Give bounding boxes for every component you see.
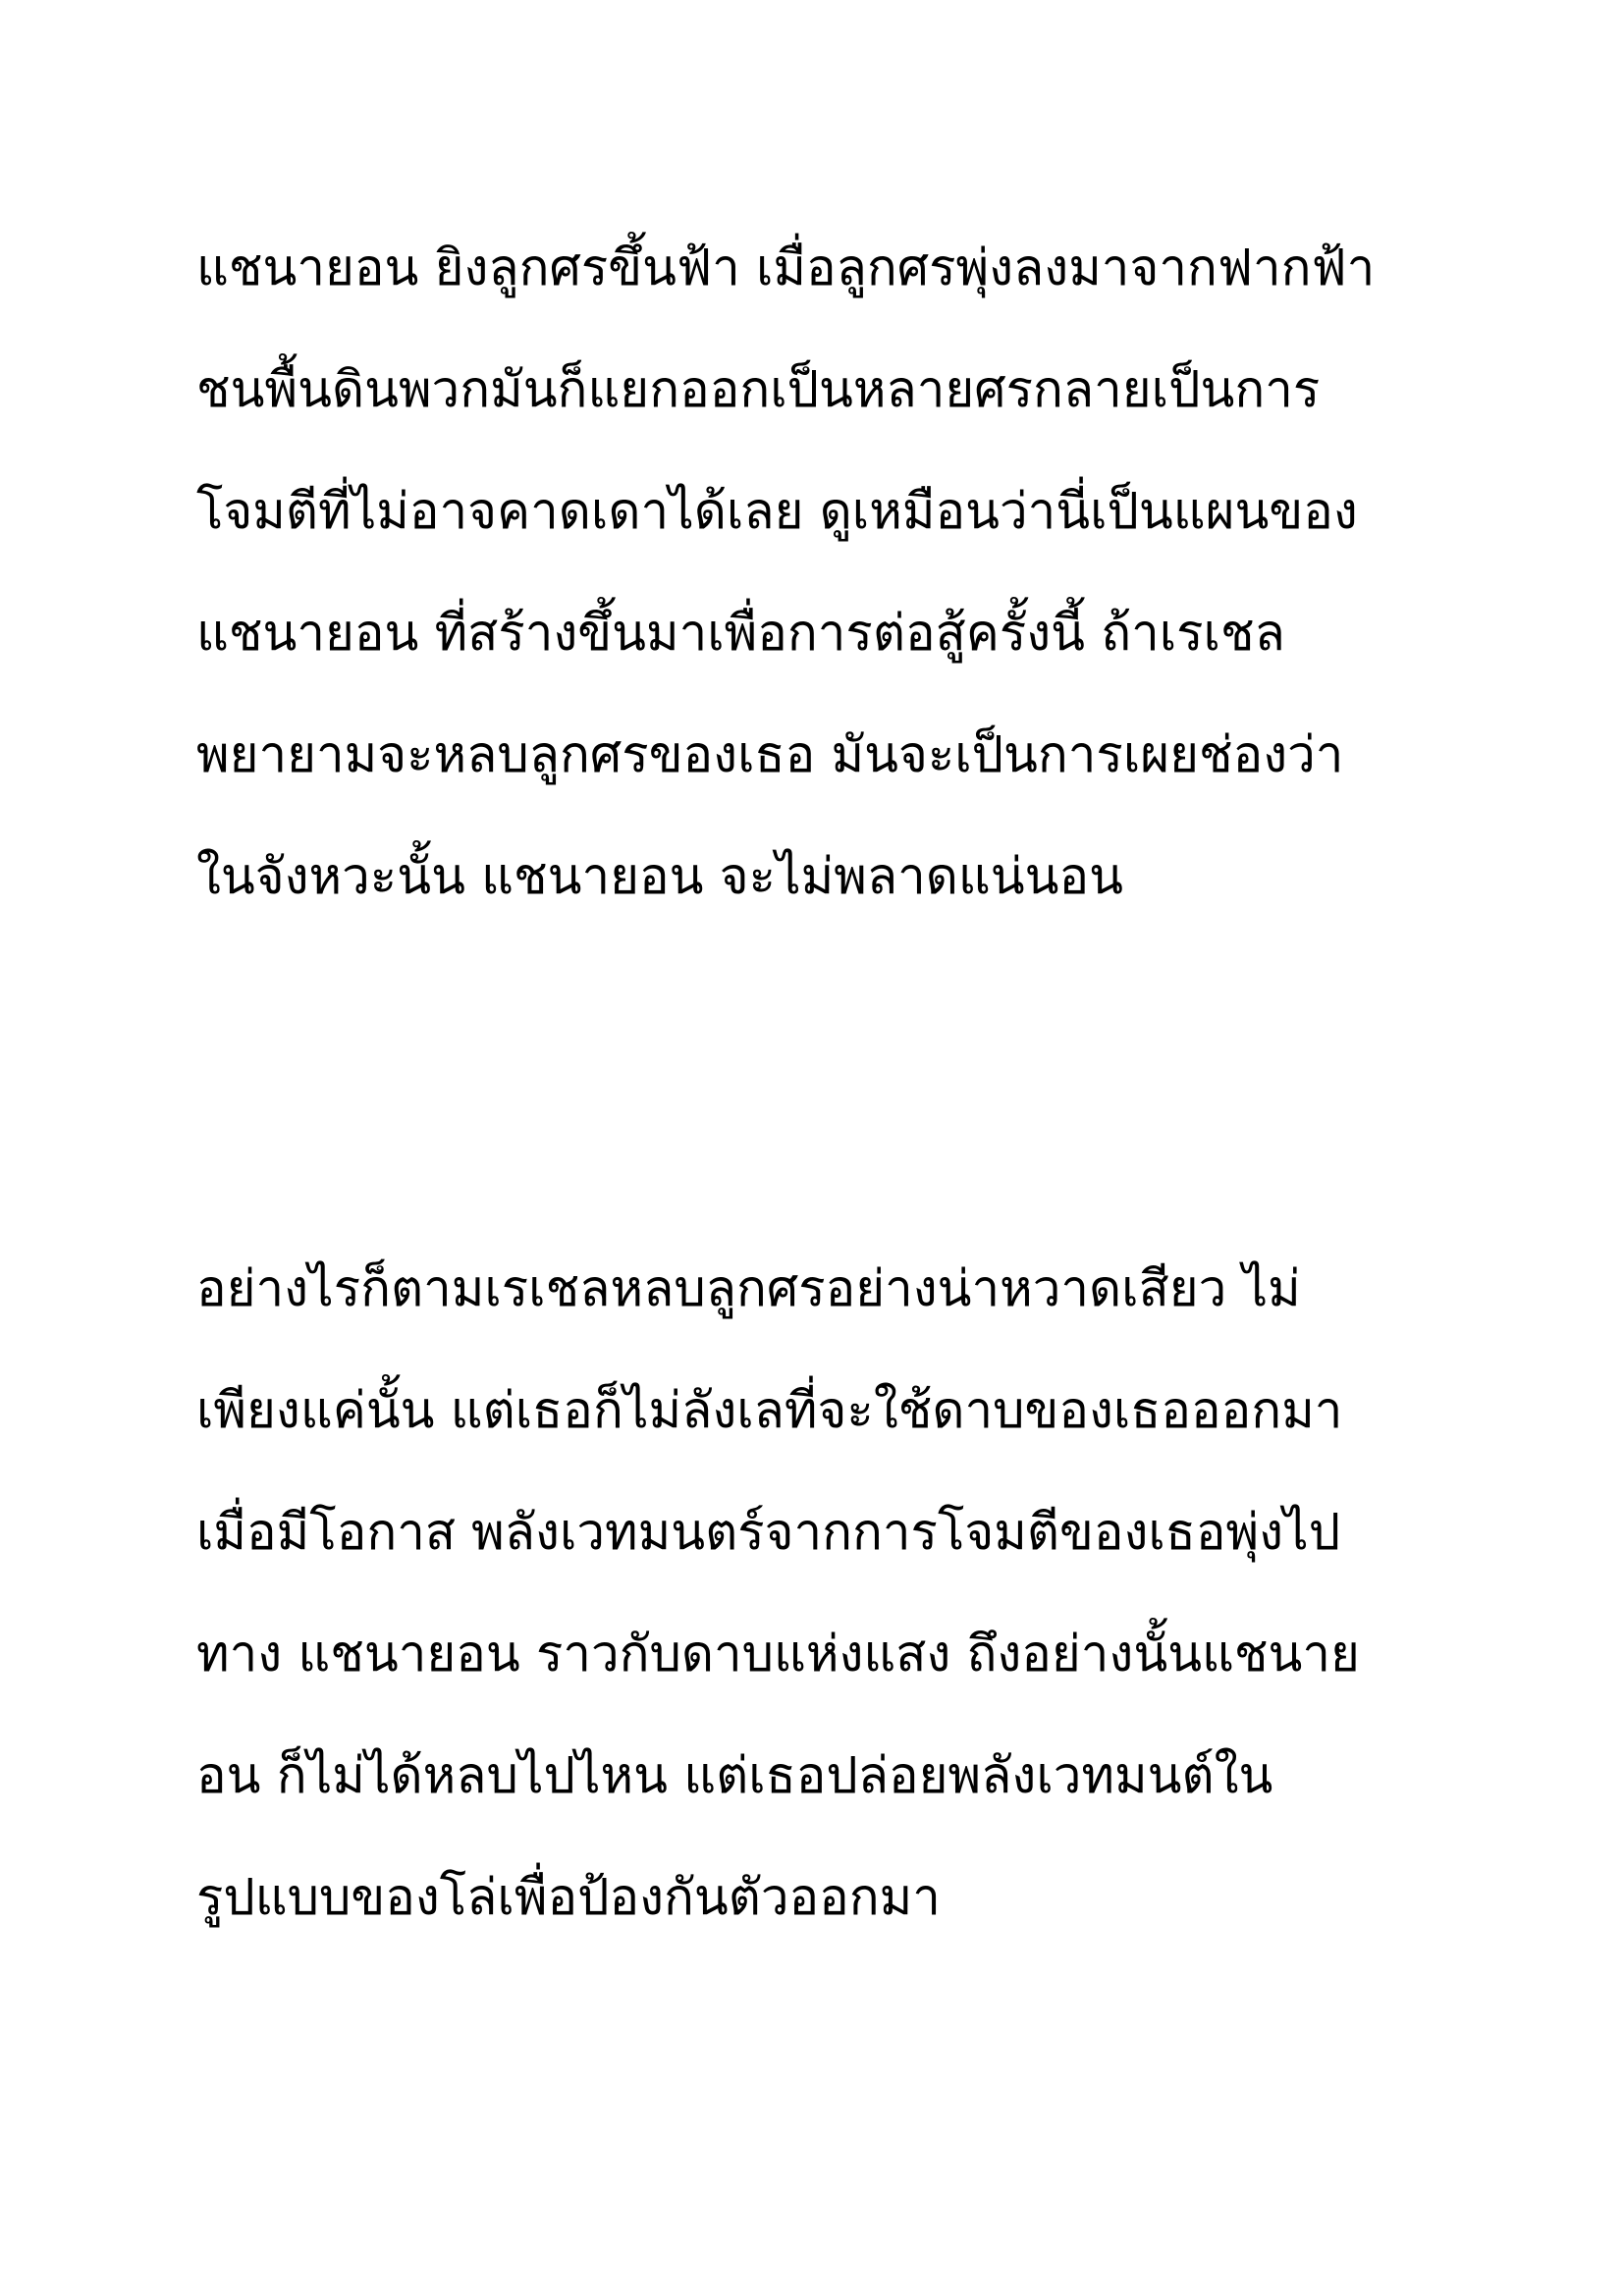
text-line: ชนพื้นดินพวกมันก็แยกออกเป็นหลายศรกลายเป็นการ	[196, 361, 1321, 419]
paragraph-1	[196, 208, 1473, 938]
text-line: แชนายอน ที่สร้างขึ้นมาเพื่อการต่อสู้ครั้งนี้ ถ้าเรเชล	[196, 605, 1285, 663]
text-line: แชนายอน ยิงลูกศรขึ้นฟ้า เมื่อลูกศรพุ่งลงมาจากฟากฟ้า	[196, 240, 1376, 297]
text-line: ทาง แชนายอน ราวกับดาบแห่งแสง ถึงอย่างนั้นแชนาย	[196, 1626, 1360, 1683]
paragraph-2	[196, 1229, 1473, 1959]
text-line: อน ก็ไม่ได้หลบไปไหน แต่เธอปล่อยพลังเวทมนต์ใน	[196, 1747, 1273, 1805]
text-line: รูปแบบของโล่เพื่อป้องกันตัวออกมา	[196, 1869, 941, 1927]
text-line: พยายามจะหลบลูกศรของเธอ มันจะเป็นการเผยช่องว่า	[196, 726, 1344, 784]
text-line: เพียงแค่นั้น แต่เธอก็ไม่ลังเลที่จะใช้ดาบของเธอออกมา	[196, 1382, 1343, 1440]
text-line: เมื่อมีโอกาส พลังเวทมนตร์จากการโจมตีของเธอพุ่งไป	[196, 1504, 1341, 1562]
text-line: อย่างไรก็ตามเรเชลหลบลูกศรอย่างน่าหวาดเสียว ไม่	[196, 1260, 1301, 1318]
text-line: โจมตีที่ไม่อาจคาดเดาได้เลย ดูเหมือนว่านี่เป็นแผนของ	[196, 483, 1358, 541]
text-line: ในจังหวะนั้น แชนายอน จะไม่พลาดแน่นอน	[196, 848, 1123, 906]
